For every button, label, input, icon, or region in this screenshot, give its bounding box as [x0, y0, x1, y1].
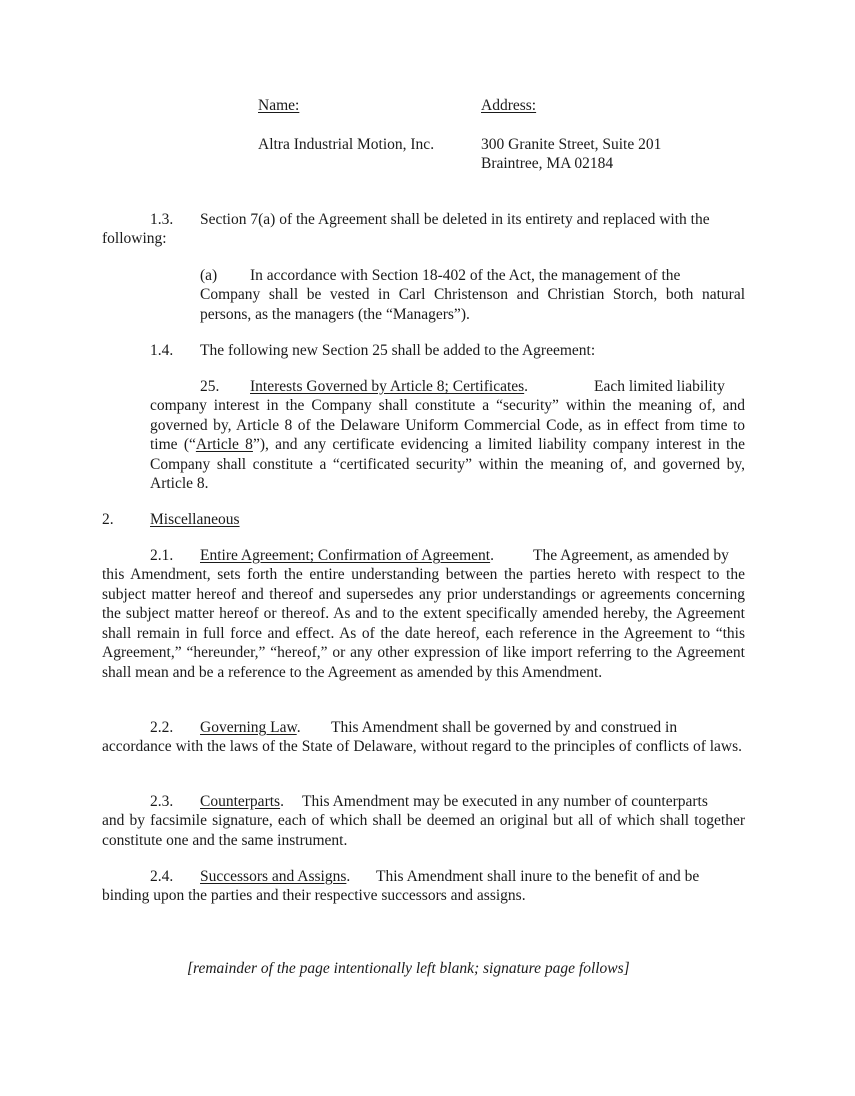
- address-header: Address:: [481, 97, 537, 114]
- section-25-heading-line: Interests Governed by Article 8; Certificates.: [250, 378, 529, 395]
- section-25-text-first: Each limited liability: [594, 378, 725, 395]
- company-name: Altra Industrial Motion, Inc.: [258, 136, 435, 153]
- section-2-3-heading: Counterparts: [200, 793, 281, 810]
- section-2-2-heading: Governing Law: [200, 719, 297, 736]
- section-2-2-text-first: This Amendment shall be governed by and construed in: [331, 719, 678, 736]
- section-2-2-number: 2.2.: [150, 719, 174, 736]
- section-2-3-number: 2.3.: [150, 793, 174, 810]
- section-25-heading: Interests Governed by Article 8; Certificates: [250, 378, 525, 395]
- section-2-1-number: 2.1.: [150, 547, 174, 564]
- section-2-1-heading-line: Entire Agreement; Confirmation of Agreement.: [200, 547, 494, 564]
- article-8-defined-term: Article 8: [195, 436, 253, 453]
- section-2-1-heading: Entire Agreement; Confirmation of Agreement: [200, 547, 491, 564]
- section-2-3-text-first: This Amendment may be executed in any number of counterparts: [302, 793, 708, 810]
- section-2-1-text-rest: this Amendment, sets forth the entire understanding between the parties hereto with respect to the subject matter hereof and thereof and supersedes any prior understandings or agreements concerning the subject matter hereof or thereof. As and to the extent specifically amended hereby, the Agreement shall remain in full force and effect. As of the date hereof, each reference in the Agreement to “this Agreement,” “hereunder,” “hereof,” or any other expression of like import referring to the Agreement shall mean and be a reference to the Agreement as amended by this Amendment.: [102, 566, 745, 681]
- section-25-number: 25.: [200, 378, 220, 395]
- section-2-4-number: 2.4.: [150, 868, 174, 885]
- section-1-3-text-rest: following:: [102, 230, 167, 247]
- address-line-1: 300 Granite Street, Suite 201: [481, 136, 662, 153]
- section-1-3-sub-text-rest: Company shall be vested in Carl Christenson and Christian Storch, both natural persons, as the managers (the “Managers”).: [200, 286, 745, 323]
- section-2-2-text-rest: accordance with the laws of the State of Delaware, without regard to the principles of conflicts of laws.: [102, 738, 743, 755]
- footer-note: [remainder of the page intentionally left blank; signature page follows]: [187, 960, 630, 977]
- section-2-heading: Miscellaneous: [150, 511, 240, 528]
- section-1-3-sub-text-first: In accordance with Section 18-402 of the Act, the management of the: [250, 267, 681, 284]
- section-2-3-text-rest: and by facsimile signature, each of which shall be deemed an original but all of which shall together constitute one and the same instrument.: [102, 812, 745, 849]
- name-header: Name:: [258, 97, 300, 114]
- section-1-3-text-first: Section 7(a) of the Agreement shall be deleted in its entirety and replaced with the: [200, 211, 710, 228]
- section-2-1-text-first: The Agreement, as amended by: [533, 547, 729, 564]
- section-2-number: 2.: [102, 511, 114, 528]
- section-2-4-heading: Successors and Assigns: [200, 868, 347, 885]
- section-2-4-text-rest: binding upon the parties and their respective successors and assigns.: [102, 887, 526, 904]
- section-2-3-heading-line: Counterparts.: [200, 793, 284, 810]
- section-2-2-heading-line: Governing Law.: [200, 719, 301, 736]
- section-1-3-number: 1.3.: [150, 211, 174, 228]
- section-25-text-rest: company interest in the Company shall constitute a “security” within the meaning of, and governed by, Article 8 of the Delaware Uniform Commercial Code, as in effect from time to time (“Article 8”), and any certificate evidencing a limited liability company interest in the Company shall constitute a “certificated security” within the meaning of, and governed by, Article 8.: [150, 397, 745, 492]
- section-2-4-text-first: This Amendment shall inure to the benefit of and be: [376, 868, 700, 885]
- address-line-2: Braintree, MA 02184: [481, 155, 614, 172]
- section-1-3-sub-label: (a): [200, 267, 218, 284]
- section-2-4-heading-line: Successors and Assigns.: [200, 868, 351, 885]
- section-1-4-number: 1.4.: [150, 342, 174, 359]
- section-1-4-text: The following new Section 25 shall be added to the Agreement:: [200, 342, 596, 359]
